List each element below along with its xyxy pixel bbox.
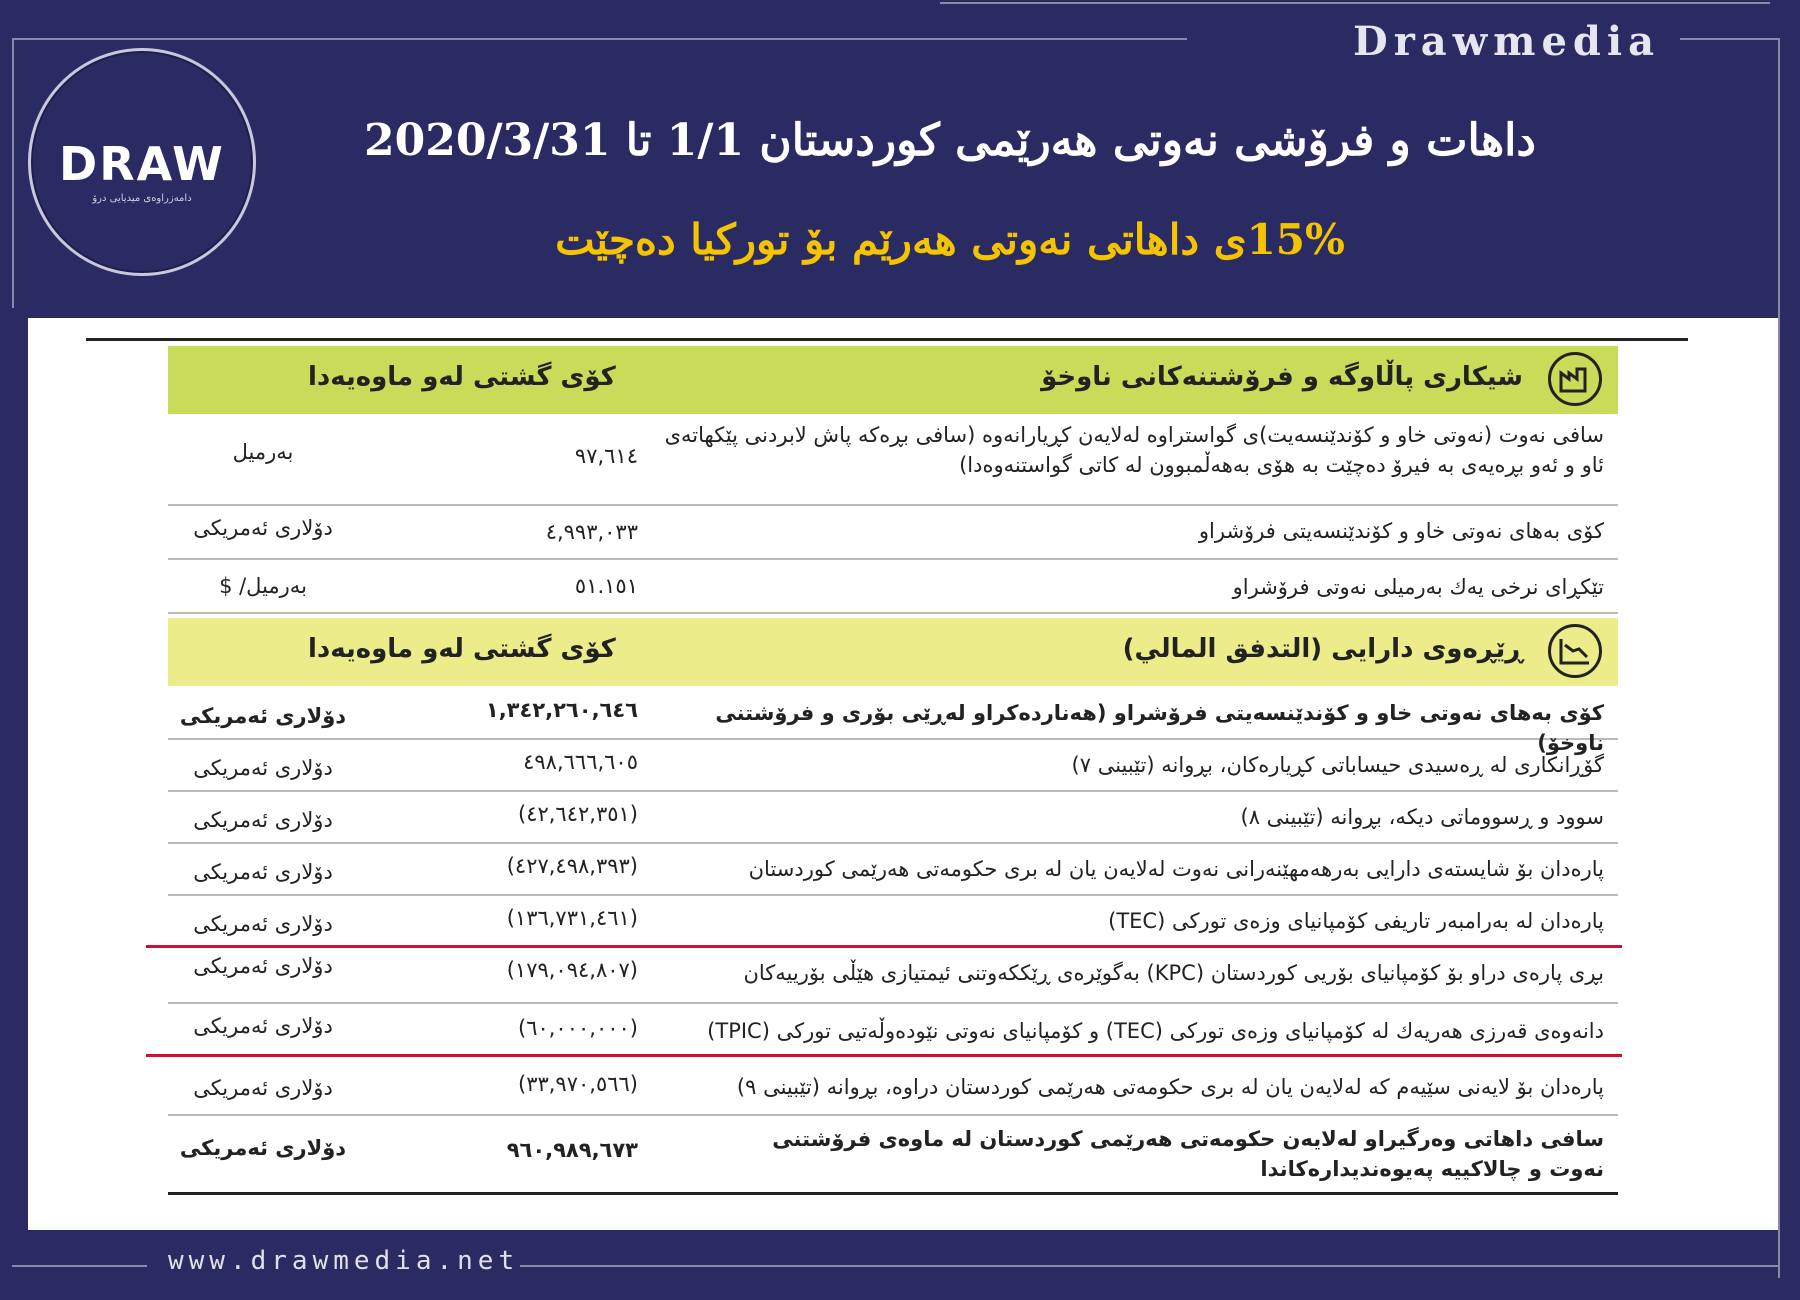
table-row-total — [168, 1116, 1618, 1190]
top-rule — [86, 338, 1688, 341]
logo-subtitle: دامەزراوەی میدیایی درۆ — [92, 193, 192, 204]
row-value: (١٣٦,٧٣١,٤٦١) — [506, 906, 638, 930]
row-description: سافی داهاتی وەرگیراو لەلایەن حكومەتی هەرێمی كوردستان لە ماوەی فرۆشتنی نەوت و چالاكییە پەیوەندیدارەكاندا — [772, 1127, 1604, 1181]
section1-total-label: كۆی گشتی لەو ماوەیەدا — [308, 362, 616, 392]
website-url[interactable]: www.drawmedia.net — [168, 1246, 520, 1276]
frame-line-top-left — [12, 38, 1187, 40]
table-row — [168, 844, 1618, 896]
row-value: ٤٩٨,٦٦٦,٦٠٥ — [523, 750, 638, 774]
footer-line-right — [520, 1265, 1780, 1267]
row-unit: دۆلاری ئەمریكی — [193, 516, 333, 540]
footer-line-left — [12, 1265, 147, 1267]
row-unit: دۆلاری ئەمریكی — [179, 1136, 347, 1160]
row-value: (٣٣,٩٧٠,٥٦٦) — [518, 1072, 638, 1096]
section1-title: شیكاری پاڵاوگە و فرۆشتنەكانی ناوخۆ — [1041, 362, 1523, 392]
frame-line-top-edge — [940, 2, 1770, 4]
row-unit: بەرمیل — [232, 440, 294, 464]
row-unit: دۆلاری ئەمریكی — [193, 756, 333, 780]
row-description: سافی نەوت (نەوتی خاو و كۆندێنسەیت)ی گواستراوە لەلایەن كڕیارانەوە (سافی بڕەكە پاش لابردنی پێكهاتەی ئاو و ئەو بڕەیەی بە فیرۆ دەچێت بە هۆی بەهەڵمبوون لە كاتی گواستنەوەدا) — [664, 423, 1604, 477]
row-description: كۆی بەهای نەوتی خاو و كۆندێنسەیتی فرۆشراو (هەناردەكراو لەڕێی بۆری و فرۆشتنی ناوخۆ) — [715, 701, 1604, 755]
row-unit: دۆلاری ئەمریكی — [193, 1076, 333, 1100]
factory-icon — [1548, 352, 1602, 406]
row-description: سوود و ڕسووماتی دیكە، بڕوانە (تێبینی ٨) — [1240, 805, 1604, 829]
row-value: ٩٦٠,٩٨٩,٦٧٣ — [506, 1138, 638, 1162]
chart-icon — [1548, 624, 1602, 678]
row-value: (٤٢,٦٤٢,٣٥١) — [518, 802, 638, 826]
row-description: پارەدان بۆ شایستەی دارایی بەرهەمهێنەرانی نەوت لەلایەن یان لە بری حكومەتی هەرێمی كوردستان — [748, 857, 1604, 881]
table-row — [168, 1004, 1618, 1056]
subtitle: 15%ی داهاتی نەوتی هەرێم بۆ توركیا دەچێت — [555, 215, 1345, 264]
frame-line-right — [1778, 38, 1780, 1278]
bottom-rule — [168, 1192, 1618, 1195]
row-unit: بەرمیل/ $ — [219, 574, 307, 598]
row-unit: دۆلاری ئەمریكی — [193, 808, 333, 832]
table-row — [168, 560, 1618, 614]
table-row — [168, 946, 1618, 1004]
row-description: گۆڕانكاری لە ڕەسیدی حیساباتی كڕیارەكان، بڕوانە (تێبینی ٧) — [1071, 753, 1604, 777]
row-description: دانەوەی قەرزی هەریەك لە كۆمپانیای وزەی توركی (TEC) و كۆمپانیای نەوتی نێودەوڵەتیی توركی (TPIC) — [707, 1019, 1604, 1043]
row-unit: دۆلاری ئەمریكی — [193, 912, 333, 936]
brand-name: Drawmedia — [1353, 18, 1660, 65]
row-description: تێكڕای نرخی یەك بەرمیلی نەوتی فرۆشراو — [1232, 575, 1604, 599]
row-value: (٤٢٧,٤٩٨,٣٩٣) — [506, 854, 638, 878]
section2-header — [168, 618, 1618, 686]
row-value: ٥١.١٥١ — [574, 574, 638, 598]
section1-header — [168, 346, 1618, 414]
table-row — [168, 414, 1618, 506]
row-value: ٤,٩٩٣,٠٣٣ — [545, 520, 638, 544]
table-row — [168, 1060, 1618, 1116]
table-row — [168, 688, 1618, 755]
draw-logo — [28, 48, 256, 276]
frame-line-left — [12, 38, 14, 308]
row-unit: دۆلاری ئەمریكی — [193, 860, 333, 884]
highlight-line-top — [146, 945, 1622, 948]
table-row — [168, 896, 1618, 942]
frame-line-top-right — [1680, 38, 1780, 40]
row-value: ١,٣٤٢,٢٦٠,٦٤٦ — [485, 698, 638, 722]
table-row — [168, 792, 1618, 844]
row-description: پارەدان لە بەرامبەر تاریفی كۆمپانیای وزەی توركی (TEC) — [1108, 909, 1604, 933]
row-value: (٦٠,٠٠٠,٠٠٠) — [518, 1016, 638, 1040]
row-unit: دۆلاری ئەمریكی — [193, 1014, 333, 1038]
highlight-line-bottom — [146, 1054, 1622, 1057]
report-table — [28, 318, 1778, 1230]
logo-text: DRAW — [59, 137, 225, 191]
section2-title: ڕێڕەوی دارایی (التدفق المالي) — [1122, 634, 1523, 664]
table-row — [168, 740, 1618, 792]
section2-total-label: كۆی گشتی لەو ماوەیەدا — [308, 634, 616, 664]
row-unit: دۆلاری ئەمریكی — [193, 954, 333, 978]
row-unit: دۆلاری ئەمریكی — [179, 704, 347, 728]
row-description: كۆی بەهای نەوتی خاو و كۆندێنسەیتی فرۆشراو — [1198, 519, 1604, 543]
row-value: (١٧٩,٠٩٤,٨٠٧) — [506, 958, 638, 982]
row-description: بڕی پارەی دراو بۆ كۆمپانیای بۆریی كوردستان (KPC) بەگوێرەی ڕێككەوتنی ئیمتیازی هێڵی بۆرییەكان — [743, 961, 1604, 985]
main-title: داهات و فرۆشی نەوتی هەرێمی كوردستان 1/1 تا 2020/3/31 — [364, 115, 1536, 166]
row-description: پارەدان بۆ لایەنی سێیەم كە لەلایەن یان لە بری حكومەتی هەرێمی كوردستان دراوە، بڕوانە (تێبینی ٩) — [736, 1075, 1604, 1099]
row-value: ٩٧,٦١٤ — [574, 444, 638, 468]
table-row — [168, 506, 1618, 560]
